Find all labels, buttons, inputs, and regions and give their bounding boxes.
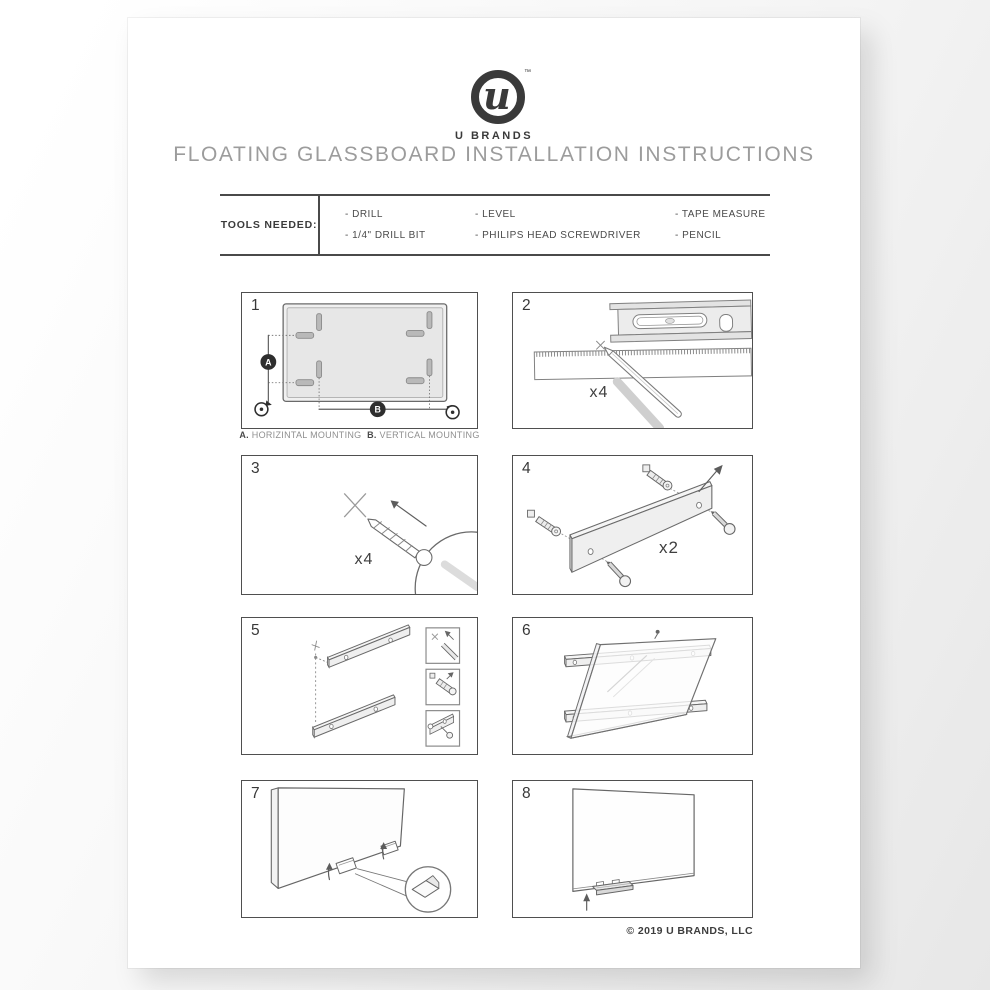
- step-number: 7: [251, 785, 260, 802]
- wall-anchor-top: [643, 465, 672, 490]
- step-number: 3: [251, 460, 260, 477]
- wall-anchor-left: [528, 510, 561, 536]
- step-panel-6: [512, 617, 753, 755]
- copyright-notice: © 2019 U BRANDS, LLC: [626, 925, 753, 937]
- step-number: 1: [251, 297, 260, 314]
- caption-b-text: VERTICAL MOUNTING: [379, 430, 480, 440]
- drill: [368, 519, 477, 594]
- step-number: 6: [522, 622, 531, 639]
- spirit-level: [610, 300, 752, 342]
- step-panel-5: [241, 617, 478, 755]
- step-number: 5: [251, 622, 260, 639]
- tool-item: - PENCIL: [675, 230, 722, 241]
- board-clips-illustration: [242, 781, 477, 917]
- mounting-rail: [570, 482, 712, 573]
- inset-rail-screw-step: [426, 711, 460, 746]
- level-ruler-pencil-illustration: [513, 293, 752, 428]
- page-sheet: [128, 18, 860, 968]
- rails-alignment-illustration: [242, 618, 477, 754]
- board-back-mounting-diagram: [242, 293, 477, 428]
- upper-rail: [327, 625, 409, 667]
- svg-text:A: A: [265, 357, 272, 368]
- step-panel-8: [512, 780, 753, 918]
- step-panel-1: [241, 292, 478, 429]
- x-mark: [597, 341, 605, 349]
- tool-item: - 1/4" DRILL BIT: [345, 230, 426, 241]
- caption-b-label: B.: [367, 430, 377, 440]
- step-number: 4: [522, 460, 531, 477]
- step-panel-3: [241, 455, 478, 595]
- screw-right: [711, 511, 735, 534]
- caption-a-label: A.: [239, 430, 249, 440]
- rail-anchor-screw-illustration: [513, 456, 752, 594]
- inset-anchor-step: [426, 669, 460, 704]
- brand-name: U BRANDS: [454, 130, 534, 142]
- tools-table: [220, 194, 770, 256]
- screw-bottom: [606, 561, 630, 586]
- glassboard-hanging-illustration: [513, 618, 752, 754]
- tool-item: - TAPE MEASURE: [675, 209, 766, 220]
- board: [271, 788, 404, 889]
- tool-item: - LEVEL: [475, 209, 516, 220]
- trademark-symbol: ™: [524, 69, 531, 76]
- x-mark: [344, 493, 366, 517]
- tools-column-1: [345, 209, 475, 241]
- step-panel-7: [241, 780, 478, 918]
- step-panel-2: [512, 292, 753, 429]
- plumb-mark: [312, 641, 328, 725]
- svg-text:B: B: [374, 404, 381, 415]
- tools-label: TOOLS NEEDED:: [220, 196, 320, 254]
- drill-pilot-hole-illustration: [242, 456, 477, 594]
- logo-monogram: u: [483, 73, 511, 118]
- tool-item: - DRILL: [345, 209, 383, 220]
- caption-a-text: HORIZINTAL MOUNTING: [251, 430, 362, 440]
- direction-arrow: [391, 500, 426, 526]
- inset-drill-step: [426, 628, 460, 663]
- ubrands-logo: [465, 62, 535, 132]
- marker-tray-illustration: [513, 781, 752, 917]
- tools-column-2: [475, 209, 675, 241]
- screw-marker-left: [255, 400, 272, 415]
- ruler: [534, 348, 751, 379]
- step-1-caption: [236, 430, 483, 440]
- screw-drop: [655, 630, 660, 639]
- tool-item: - PHILIPS HEAD SCREWDRIVER: [475, 230, 641, 241]
- tools-column-3: [675, 209, 770, 241]
- step-panel-4: [512, 455, 753, 595]
- quantity-label: x2: [659, 538, 679, 557]
- quantity-label: x4: [589, 384, 609, 401]
- lower-rail: [313, 695, 395, 737]
- board: [573, 789, 694, 891]
- page-title: FLOATING GLASSBOARD INSTALLATION INSTRUCTIONS: [173, 143, 815, 166]
- tools-items: [320, 196, 770, 254]
- quantity-label: x4: [354, 551, 374, 568]
- step-number: 8: [522, 785, 531, 802]
- step-number: 2: [522, 297, 531, 314]
- magnifier-detail: [355, 867, 451, 912]
- up-arrow: [583, 893, 590, 910]
- screw-marker-right: [446, 405, 459, 419]
